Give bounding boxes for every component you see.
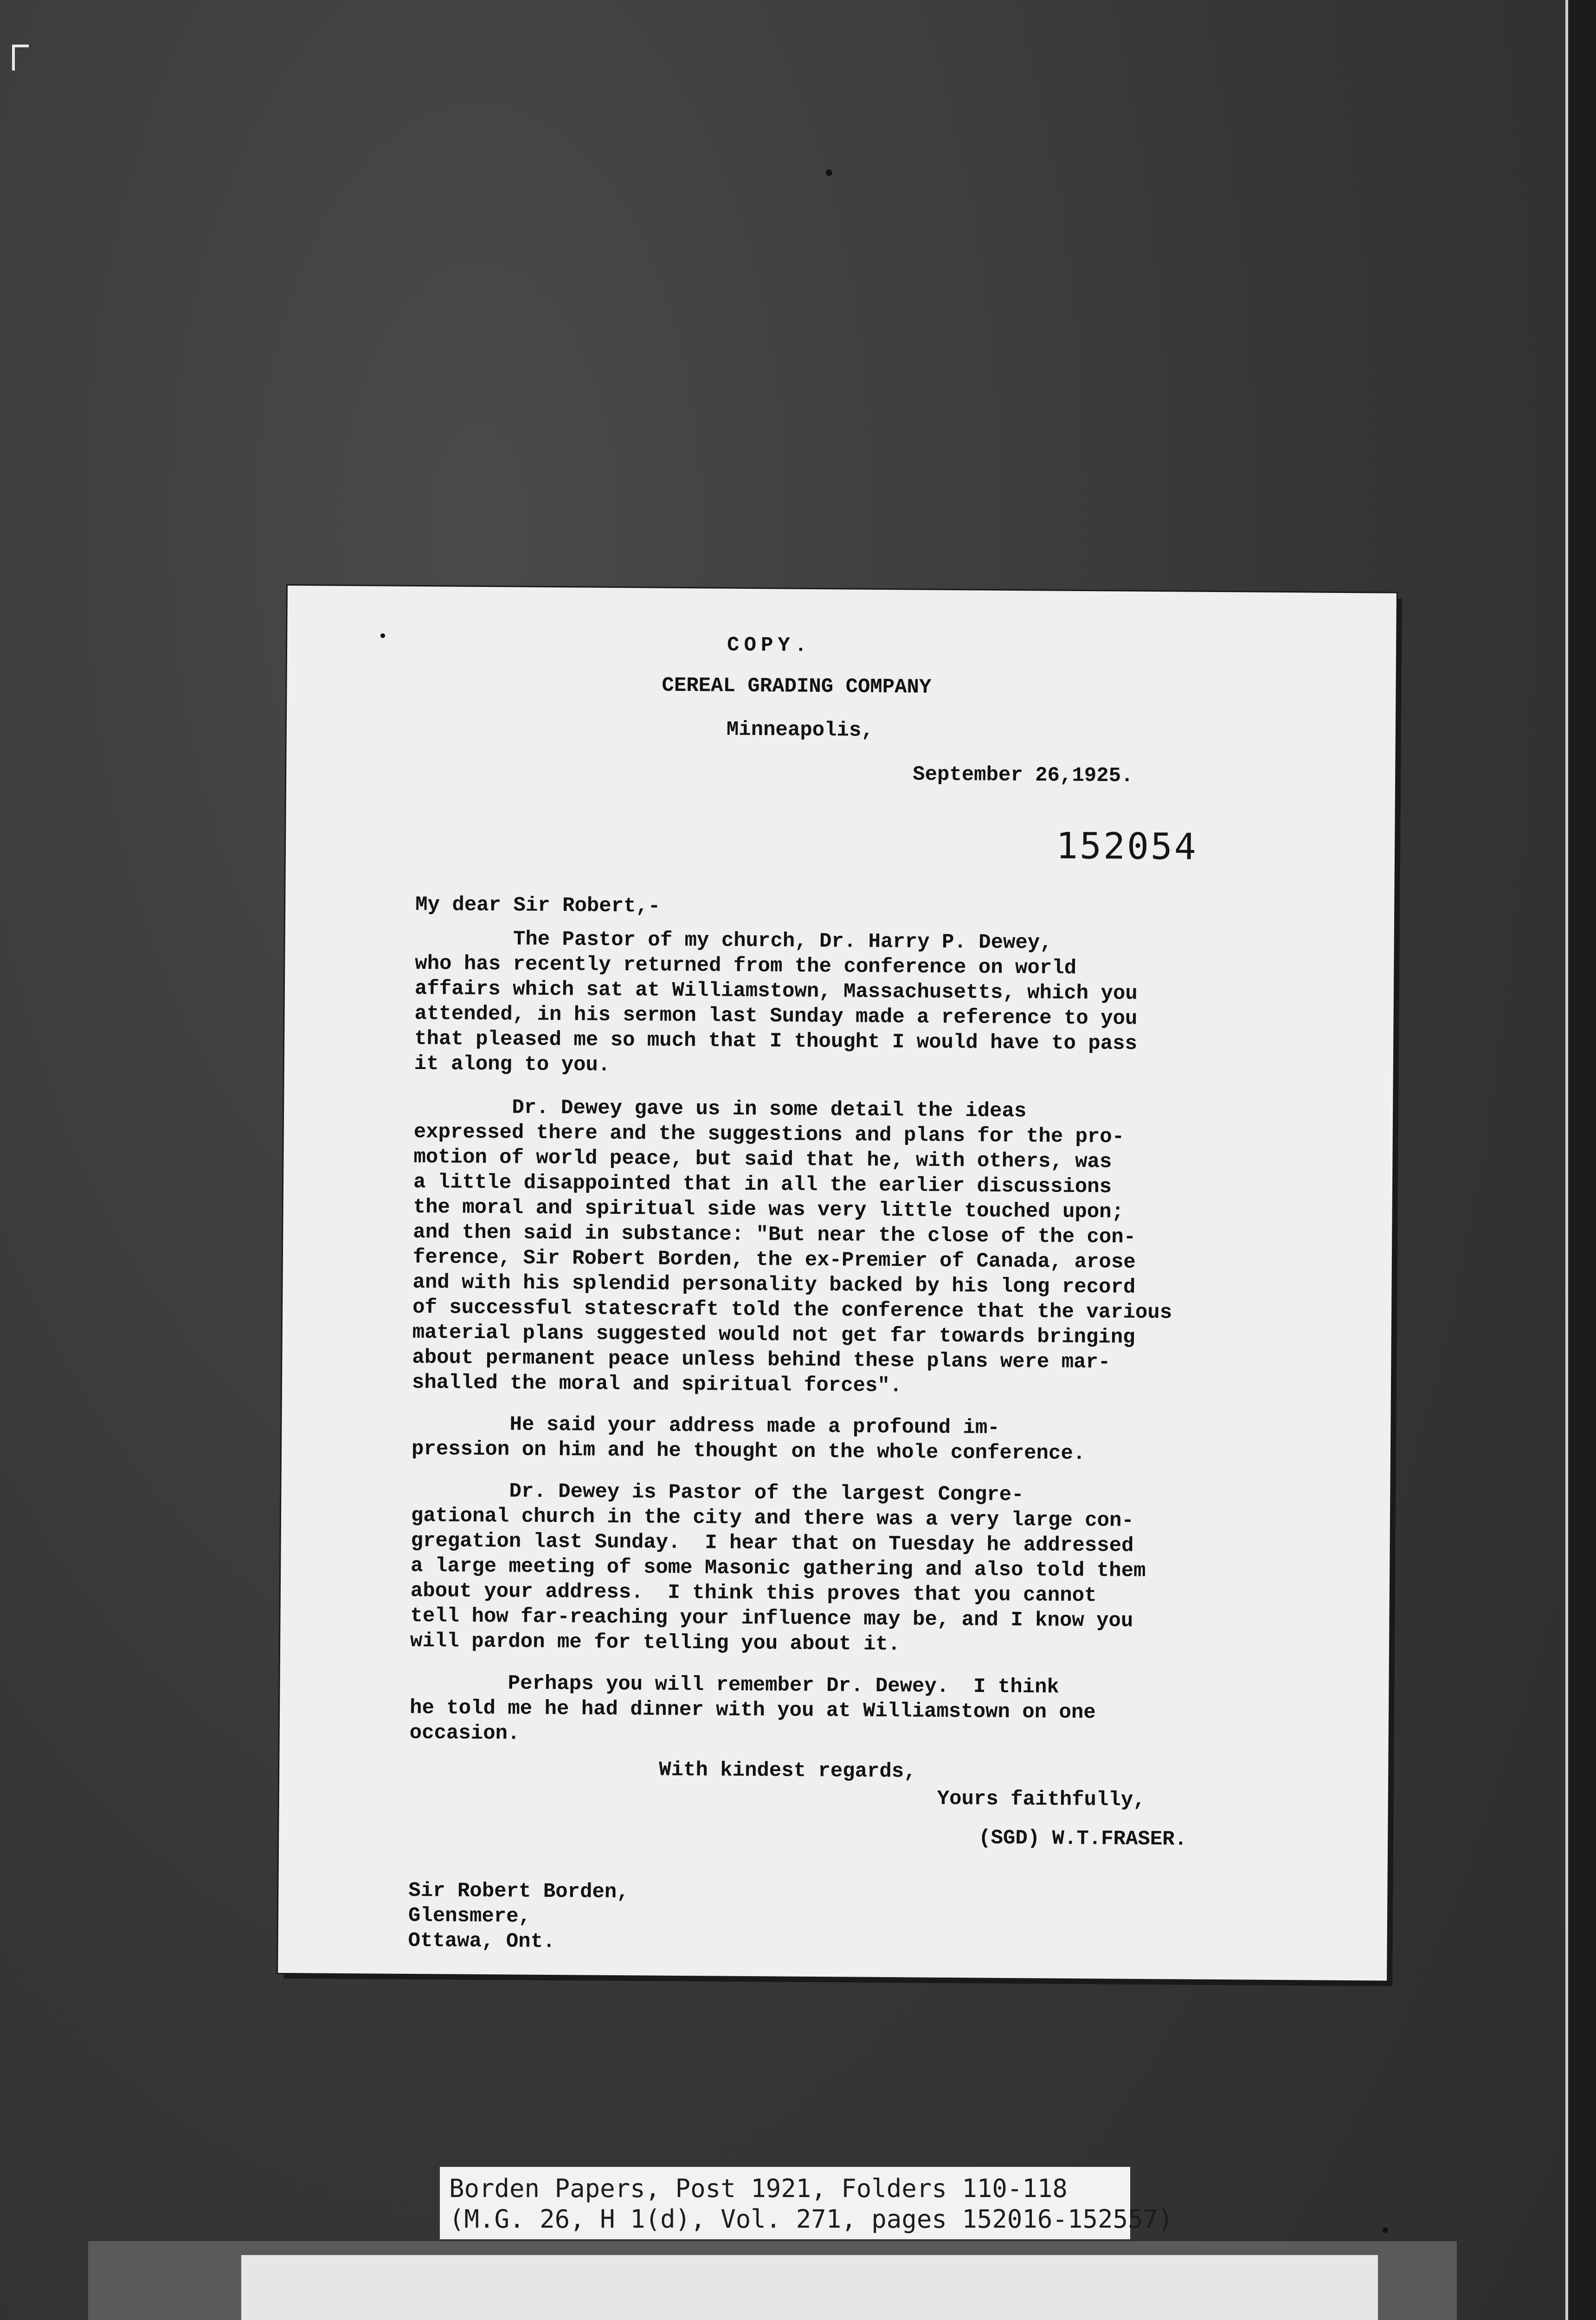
archive-page-number: 152054 [1055,825,1198,868]
letter-line: the moral and spiritual side was very little touched upon; [413,1195,1124,1224]
letter-page [278,586,1396,1981]
addressee-line: Glensmere, [408,1904,531,1928]
letter-line: Dr. Dewey gave us in some detail the ideas [413,1095,1027,1123]
scan-speck [1383,2227,1388,2233]
letter-line: Dr. Dewey is Pastor of the largest Congre- [411,1479,1024,1507]
letter-line: shalled the moral and spiritual forces". [412,1371,902,1398]
letter-line: attended, in his sermon last Sunday made a reference to you [414,1002,1138,1031]
letter-line: and then said in substance: "But near the close of the con- [413,1220,1136,1249]
letter-line: who has recently returned from the conference on world [415,952,1077,980]
letter-line: Perhaps you will remember Dr. Dewey. I think [410,1671,1060,1699]
archive-reference-line: (M.G. 26, H 1(d), Vol. 271, pages 152016-152557) [449,2204,1173,2234]
letter-line: pression on him and he thought on the whole conference. [411,1437,1086,1466]
letter-line: occasion. [409,1721,520,1746]
letter-date: September 26,1925. [913,763,1133,788]
letter-line: ference, Sir Robert Borden, the ex-Premier of Canada, arose [412,1245,1136,1274]
letter-line: tell how far-reaching your influence may be, and I know you [410,1604,1133,1633]
letter-line: He said your address made a profound im- [412,1412,1000,1440]
addressee-line: Sir Robert Borden, [408,1879,629,1904]
letter-line: about your address. I think this proves that you cannot [410,1579,1097,1608]
closing-yours: Yours faithfully, [937,1787,1146,1812]
copy-heading: COPY. [727,633,812,657]
salutation: My dear Sir Robert,- [415,893,661,918]
addressee-line: Ottawa, Ont. [408,1929,555,1954]
letter-line: a little disappointed that in all the earlier discussions [413,1170,1112,1199]
film-edge-strip [1565,0,1596,2320]
letter-line: that pleased me so much that I thought I would have to pass [414,1027,1138,1056]
letter-line: it along to you. [414,1052,611,1077]
scan-speck [826,169,832,176]
letter-line: of successful statescraft told the conference that the various [412,1295,1172,1325]
letter-line: and with his splendid personality backed by his long record [412,1270,1136,1299]
frame-corner-mark [12,45,29,71]
letter-line: motion of world peace, but said that he, with others, was [413,1145,1112,1174]
archives-plaque [241,2255,1378,2320]
letter-line: a large meeting of some Masonic gathering and also told them [411,1554,1146,1583]
letter-line: expressed there and the suggestions and plans for the pro- [413,1120,1125,1149]
letter-line: gregation last Sunday. I hear that on Tuesday he addressed [411,1529,1134,1558]
letter-line: gational church in the city and there was a very large con- [411,1504,1134,1533]
signature: (SGD) W.T.FRASER. [978,1826,1187,1851]
letter-line: about permanent peace unless behind these plans were mar- [412,1346,1111,1374]
letter-line: will pardon me for telling you about it. [410,1629,901,1656]
letter-line: he told me he had dinner with you at Williamstown on one [409,1696,1096,1725]
company-name: CEREAL GRADING COMPANY [662,674,932,699]
letter-line: The Pastor of my church, Dr. Harry P. Dewey, [415,927,1052,955]
letter-text [278,586,1396,1981]
closing-regards: With kindest regards, [659,1758,916,1784]
archive-reference-card [440,2167,1173,2239]
letter-line: material plans suggested would not get far towards bringing [412,1321,1135,1349]
letter-line: affairs which sat at Williamstown, Massachusetts, which you [414,977,1138,1005]
letter-city: Minneapolis, [726,718,874,742]
scan-speck [380,633,385,638]
archive-reference-line: Borden Papers, Post 1921, Folders 110-118 [449,2174,1068,2203]
